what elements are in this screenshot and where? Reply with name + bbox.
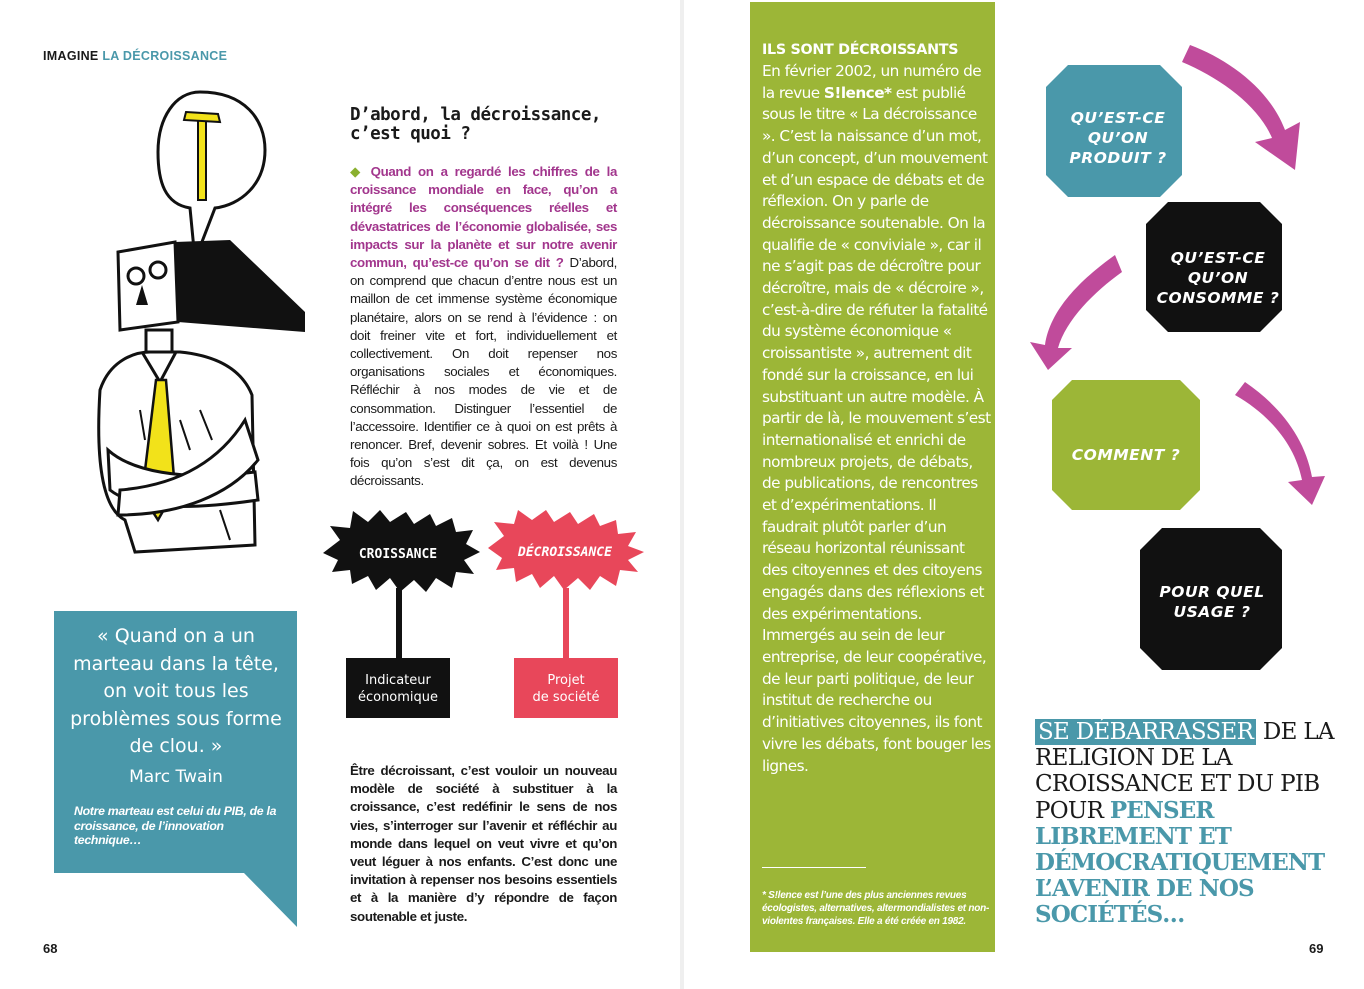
eye-left — [128, 268, 144, 284]
decroissance-label: DÉCROISSANCE — [518, 545, 612, 560]
quote-text: « Quand on a un marteau dans la tête, on voit tous les problèmes sous forme de clou. » — [70, 625, 282, 757]
nail — [198, 120, 206, 200]
nail-head — [184, 112, 220, 122]
project-line2: de société — [532, 690, 600, 705]
quote-author: Marc Twain — [129, 766, 223, 787]
diamond-bullet-icon: ◆ — [350, 164, 364, 179]
running-head: IMAGINE LA DÉCROISSANCE — [43, 49, 228, 63]
arrow-2 — [1030, 255, 1122, 370]
page-number-right: 69 — [1309, 941, 1324, 956]
arrow-3 — [1235, 382, 1325, 505]
hammer-head-man-illustration — [80, 90, 320, 585]
indicator-line1: Indicateur — [365, 673, 431, 688]
croissance-label: CROISSANCE — [358, 547, 438, 562]
left-page — [0, 0, 680, 989]
page-number: 68 — [43, 941, 58, 956]
claim-emphasis: PENSER LIBREMENT ET DÉMOCRATIQUEMENT L’AVENIR DE NOS SOCIÉTÉS… — [1035, 796, 1325, 929]
sidebar-title: ILS SONT DÉCROISSANTS — [762, 42, 959, 58]
footnote-rule — [762, 867, 866, 868]
connector-right — [563, 588, 569, 660]
quote-note: Notre marteau est celui du PIB, de la croissance, de l’innovation technique… — [74, 804, 277, 847]
sidebar-footnote: * S!lence est l’une des plus anciennes revues écologistes, alternatives, altermondialistes et non-violentes françaises. Elle a été créée en 1982. — [762, 890, 990, 928]
closing-statement: SE DÉBARRASSER DE LA RELIGION DE LA CROISSANCE ET DU PIB POUR PENSER LIBREMENT ET DÉMOCRATIQUEMENT L’AVENIR DE NOS SOCIÉTÉS… — [1035, 719, 1334, 929]
neck — [146, 330, 172, 352]
sidebar-green — [750, 2, 995, 952]
project-line1: Projet — [547, 673, 585, 688]
eye-right — [150, 262, 166, 278]
claim-highlight: SE DÉBARRASSER — [1035, 719, 1256, 745]
indicator-box — [346, 658, 450, 718]
quote-box — [54, 611, 298, 927]
sidebar-text: En février 2002, un numéro de la revue S!lence* est publié sous le titre « La décroissance ». C’est la naissance d’un mot, d’un concept, d’un mouvement et d’un espace de débats et de réflexion. On y parle de décroissance soutenable. On la qualifie de « conviviale », car il ne s’agit pas de décroître pour décroître, mais de « décroire », c’est-à-dire de réfuter la fatalité du système économique « croissantiste », autrement dit fondé sur la croissance, en lui substituant un autre modèle. À partir de là, le mouvement s’est internationalisé et enrichi de nombreux projets, de débats, de publications, de rencontres et d’expérimentations. Il faudrait plutôt parler d’un réseau horizontal réunissant des citoyennes et des citoyens engagés dans des réflexions et des expérimentations. Immergés au sein de leur entreprise, de leur coopérative, de leur parti politique, de leur institut de recherche ou d’initiatives citoyennes, ils font vivre les débats, font bouger les lignes. — [762, 62, 991, 775]
connector-left — [396, 588, 402, 660]
project-box — [514, 658, 618, 718]
arrow-1 — [1182, 45, 1300, 170]
growth-vs-degrowth-diagram — [318, 508, 648, 723]
hammer-head — [175, 240, 305, 332]
silence-brand: S!lence* — [823, 83, 892, 102]
section-heading: D’abord, la décroissance, c’est quoi ? — [350, 105, 601, 144]
definition-paragraph: Être décroissant, c’est vouloir un nouveau modèle de société à substituer à la croissance, c’est redéfinir le sens de nos vies, s’interroger sur l’avenir et réfléchir au monde dans lequel on veut vivre et qu’on veut léguer à nos enfants. C’est donc une invitation à repenser nos besoins essentiels et à la manière d’y répondre de façon soutenable et juste. — [350, 763, 617, 924]
intro-paragraph: ◆ Quand on a regardé les chiffres de la croissance mondiale en face, qu’on a intégré les conséquences réelles et dévastatrices de l’économie globalisée, ses impacts sur la planète et sur notre avenir commun, qu’est-ce qu’on se dit ? D’abord, on comprend que chacun d’entre nous est un maillon de cet immense système économique planétaire, alors on se rend à l’évidence : on doit freiner vite et fort, individuellement et collectivement. On doit repenser nos organisations sociales et économiques. Réfléchir à nos modes de vie et de consommation. Distinguer l’essentiel de l’accessoire. Identifier ce à quoi on est prêts à renoncer. Bref, devenir sobres. Et voilà ! Une fois qu’on s’est dit ça, on est devenus décroissants. — [350, 164, 618, 489]
indicator-line2: économique — [357, 690, 439, 705]
box-head-face — [118, 242, 178, 330]
